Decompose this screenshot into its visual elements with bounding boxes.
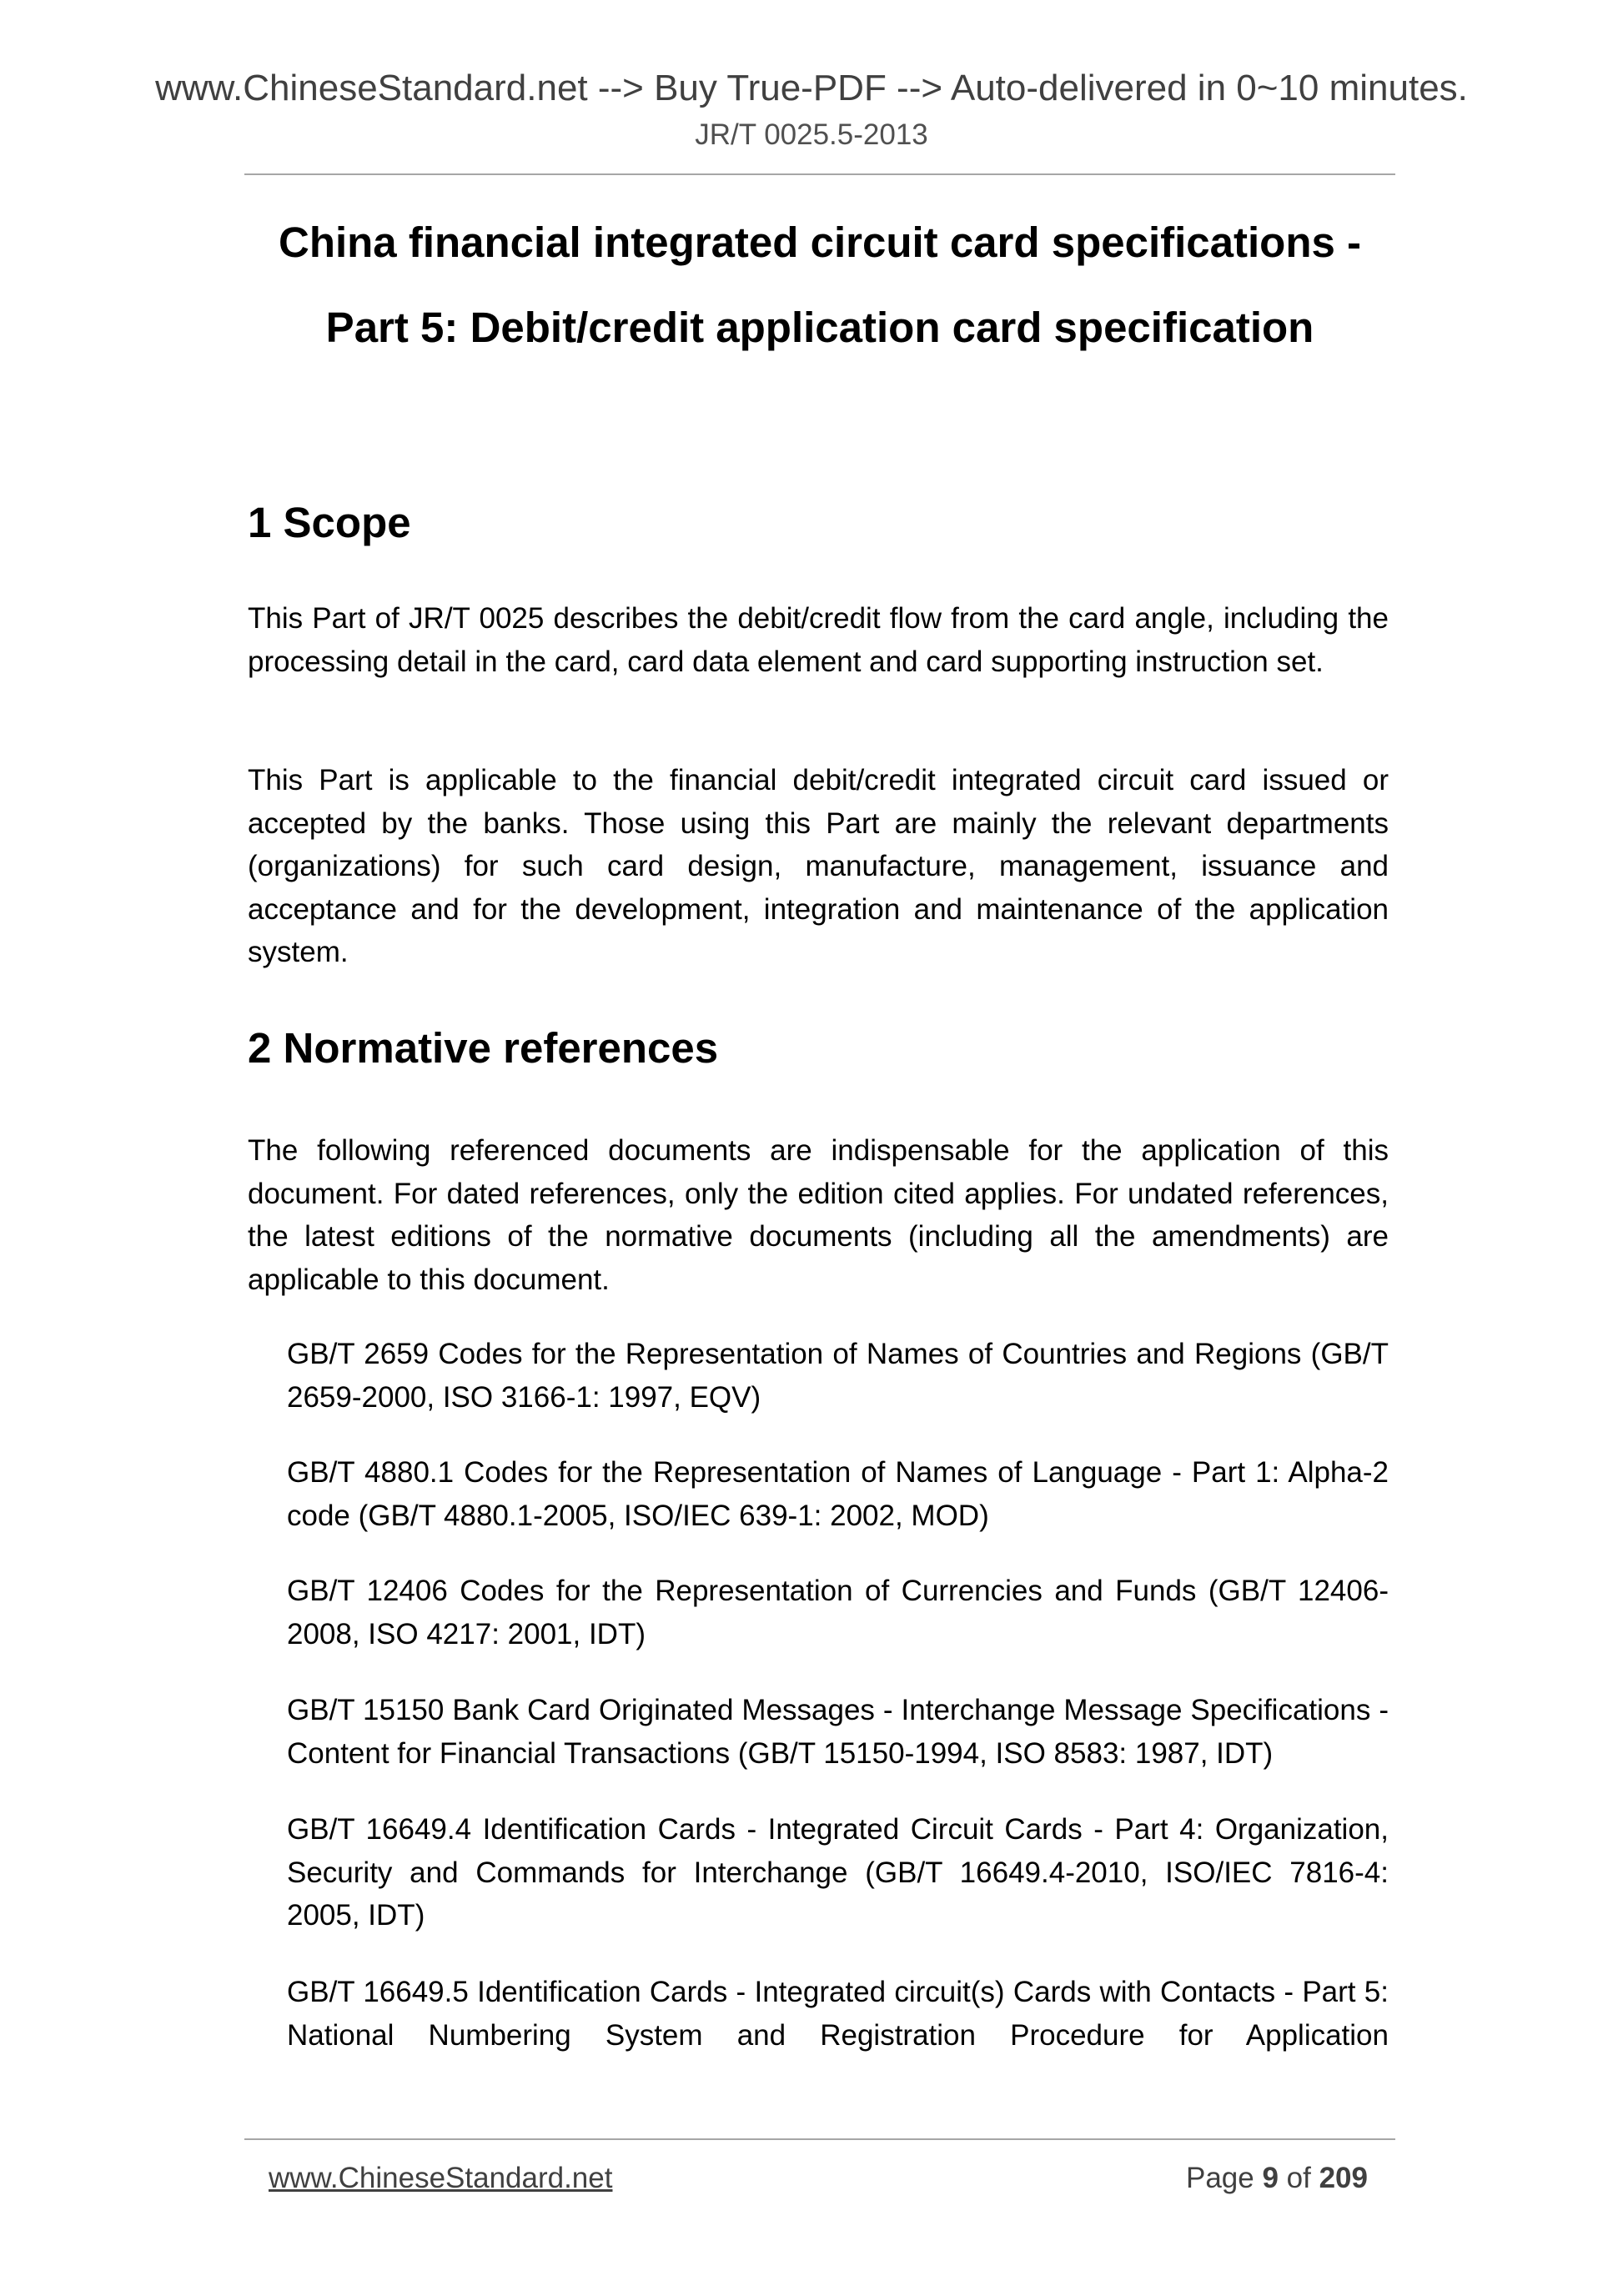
normative-references-intro: The following referenced documents are indispensable for the application of this document. For dated references, only the edition cited applies. For undated references, the latest editions of the normative documents (including all the amendments) are applicable to this document. [248, 1134, 1389, 1296]
scope-paragraph: This Part of JR/T 0025 describes the debit/credit flow from the card angle, including the processing detail in the card, card data element and card supporting instruction set. [248, 602, 1389, 678]
footer-website-link[interactable]: www.ChineseStandard.net [269, 2162, 613, 2194]
document-title-line-2: Part 5: Debit/credit application card specification [325, 304, 1314, 351]
reference-item: GB/T 16649.4 Identification Cards - Integrated Circuit Cards - Part 4: Organization, Security and Commands for Interchange (GB/T 16649.4-2010, ISO/IEC 7816-4: 2005, IDT) [287, 1813, 1389, 1932]
reference-item: GB/T 4880.1 Codes for the Representation of Names of Language - Part 1: Alpha-2 code (GB/T 4880.1-2005, ISO/IEC 639-1: 2002, MOD) [287, 1456, 1389, 1532]
header-divider [244, 173, 1395, 175]
document-code: JR/T 0025.5-2013 [695, 118, 928, 151]
page-current: 9 [1262, 2162, 1279, 2194]
reference-item: GB/T 12406 Codes for the Representation of Currencies and Funds (GB/T 12406-2008, ISO 4217: 2001, IDT) [287, 1575, 1389, 1650]
reference-item [287, 1971, 1389, 2057]
page-number [1186, 2160, 1368, 2197]
reference-item-text: GB/T 16649.5 Identification Cards - Integrated circuit(s) Cards with Contacts - Part 5: National Numbering System and Registration Procedure for Application [287, 1976, 1389, 2052]
footer-divider [244, 2138, 1395, 2140]
header-banner[interactable]: www.ChineseStandard.net --> Buy True-PDF --> Auto-delivered in 0~10 minutes. [155, 68, 1468, 108]
document-title-line-1: China financial integrated circuit card specifications - [279, 219, 1361, 266]
section-heading-normative-references: 2 Normative references [248, 1024, 719, 1072]
reference-item: GB/T 15150 Bank Card Originated Messages - Interchange Message Specifications - Content for Financial Transactions (GB/T 15150-1994, ISO 8583: 1987, IDT) [287, 1694, 1389, 1770]
page-prefix: Page [1185, 2162, 1254, 2194]
reference-item: GB/T 2659 Codes for the Representation of Names of Countries and Regions (GB/T 2659-2000, ISO 3166-1: 1997, EQV) [287, 1338, 1389, 1414]
page-of: of [1286, 2162, 1311, 2194]
scope-paragraph: This Part is applicable to the financial debit/credit integrated circuit card issued or accepted by the banks. Those using this Part are mainly the relevant departments (organizations) for such card design, manufacture, management, issuance and acceptance and for the development, integration and maintenance of the application system. [248, 764, 1389, 969]
section-heading-scope: 1 Scope [248, 499, 411, 546]
page-total: 209 [1319, 2162, 1368, 2194]
